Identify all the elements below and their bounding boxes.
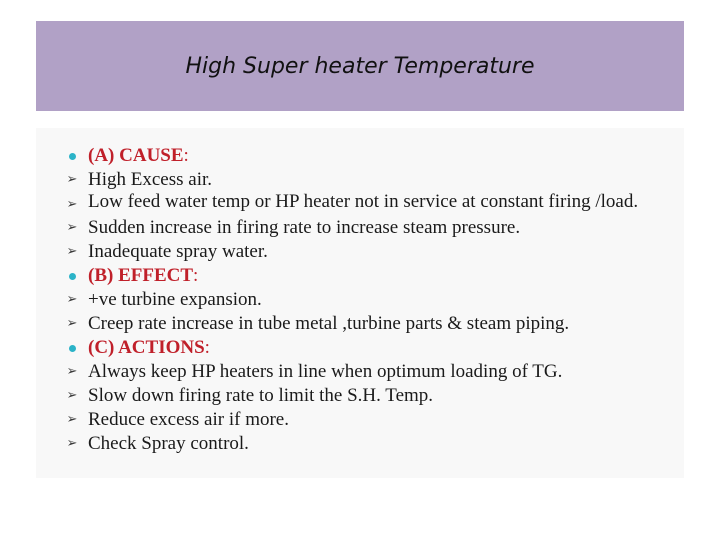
arrow-bullet-icon: ➢ — [66, 388, 78, 403]
arrow-bullet-icon: ➢ — [66, 292, 78, 307]
list-item — [36, 288, 684, 312]
heading-colon: : — [193, 265, 199, 286]
item-text: Slow down firing rate to limit the S.H. Temp. — [88, 385, 434, 406]
item-text: Reduce excess air if more. — [88, 409, 289, 430]
item-text: Always keep HP heaters in line when optimum loading of TG. — [88, 361, 563, 382]
list-item — [36, 168, 684, 192]
bullet-list — [36, 144, 684, 456]
list-item — [36, 408, 684, 432]
list-item — [36, 216, 684, 240]
slide-title: High Super heater Temperature — [185, 54, 535, 79]
arrow-bullet-icon: ➢ — [66, 220, 78, 235]
list-item — [36, 240, 684, 264]
section-heading-cause — [36, 144, 684, 168]
item-text: Inadequate spray water. — [88, 241, 268, 262]
item-text: High Excess air. — [88, 169, 213, 190]
arrow-bullet-icon: ➢ — [66, 412, 78, 427]
title-area — [36, 0, 684, 111]
arrow-bullet-icon: ➢ — [66, 172, 78, 187]
arrow-bullet-icon: ➢ — [66, 316, 78, 331]
teal-dot-icon — [64, 144, 80, 168]
heading-colon: : — [183, 145, 189, 166]
heading-colon: : — [204, 337, 210, 358]
item-text: Creep rate increase in tube metal ,turbine parts & steam piping. — [88, 313, 570, 334]
item-text: Low feed water temp or HP heater not in service at constant firing /load. — [88, 191, 639, 212]
teal-dot-icon — [64, 336, 80, 360]
arrow-bullet-icon: ➢ — [66, 244, 78, 259]
arrow-bullet-icon: ➢ — [66, 364, 78, 379]
item-text: Sudden increase in firing rate to increase steam pressure. — [88, 217, 521, 238]
item-text: Check Spray control. — [88, 433, 249, 454]
list-item — [36, 360, 684, 384]
heading-label: (A) CAUSE — [88, 145, 184, 166]
list-item — [36, 384, 684, 408]
section-heading-effect — [36, 264, 684, 288]
arrow-bullet-icon: ➢ — [66, 196, 78, 212]
heading-label: (B) EFFECT — [88, 265, 194, 286]
list-item — [36, 432, 684, 456]
teal-dot-icon — [64, 264, 80, 288]
arrow-bullet-icon: ➢ — [66, 436, 78, 451]
heading-label: (C) ACTIONS — [88, 337, 205, 358]
list-item — [36, 312, 684, 336]
list-item — [36, 192, 684, 216]
item-text: +ve turbine expansion. — [88, 289, 262, 310]
section-heading-actions — [36, 336, 684, 360]
